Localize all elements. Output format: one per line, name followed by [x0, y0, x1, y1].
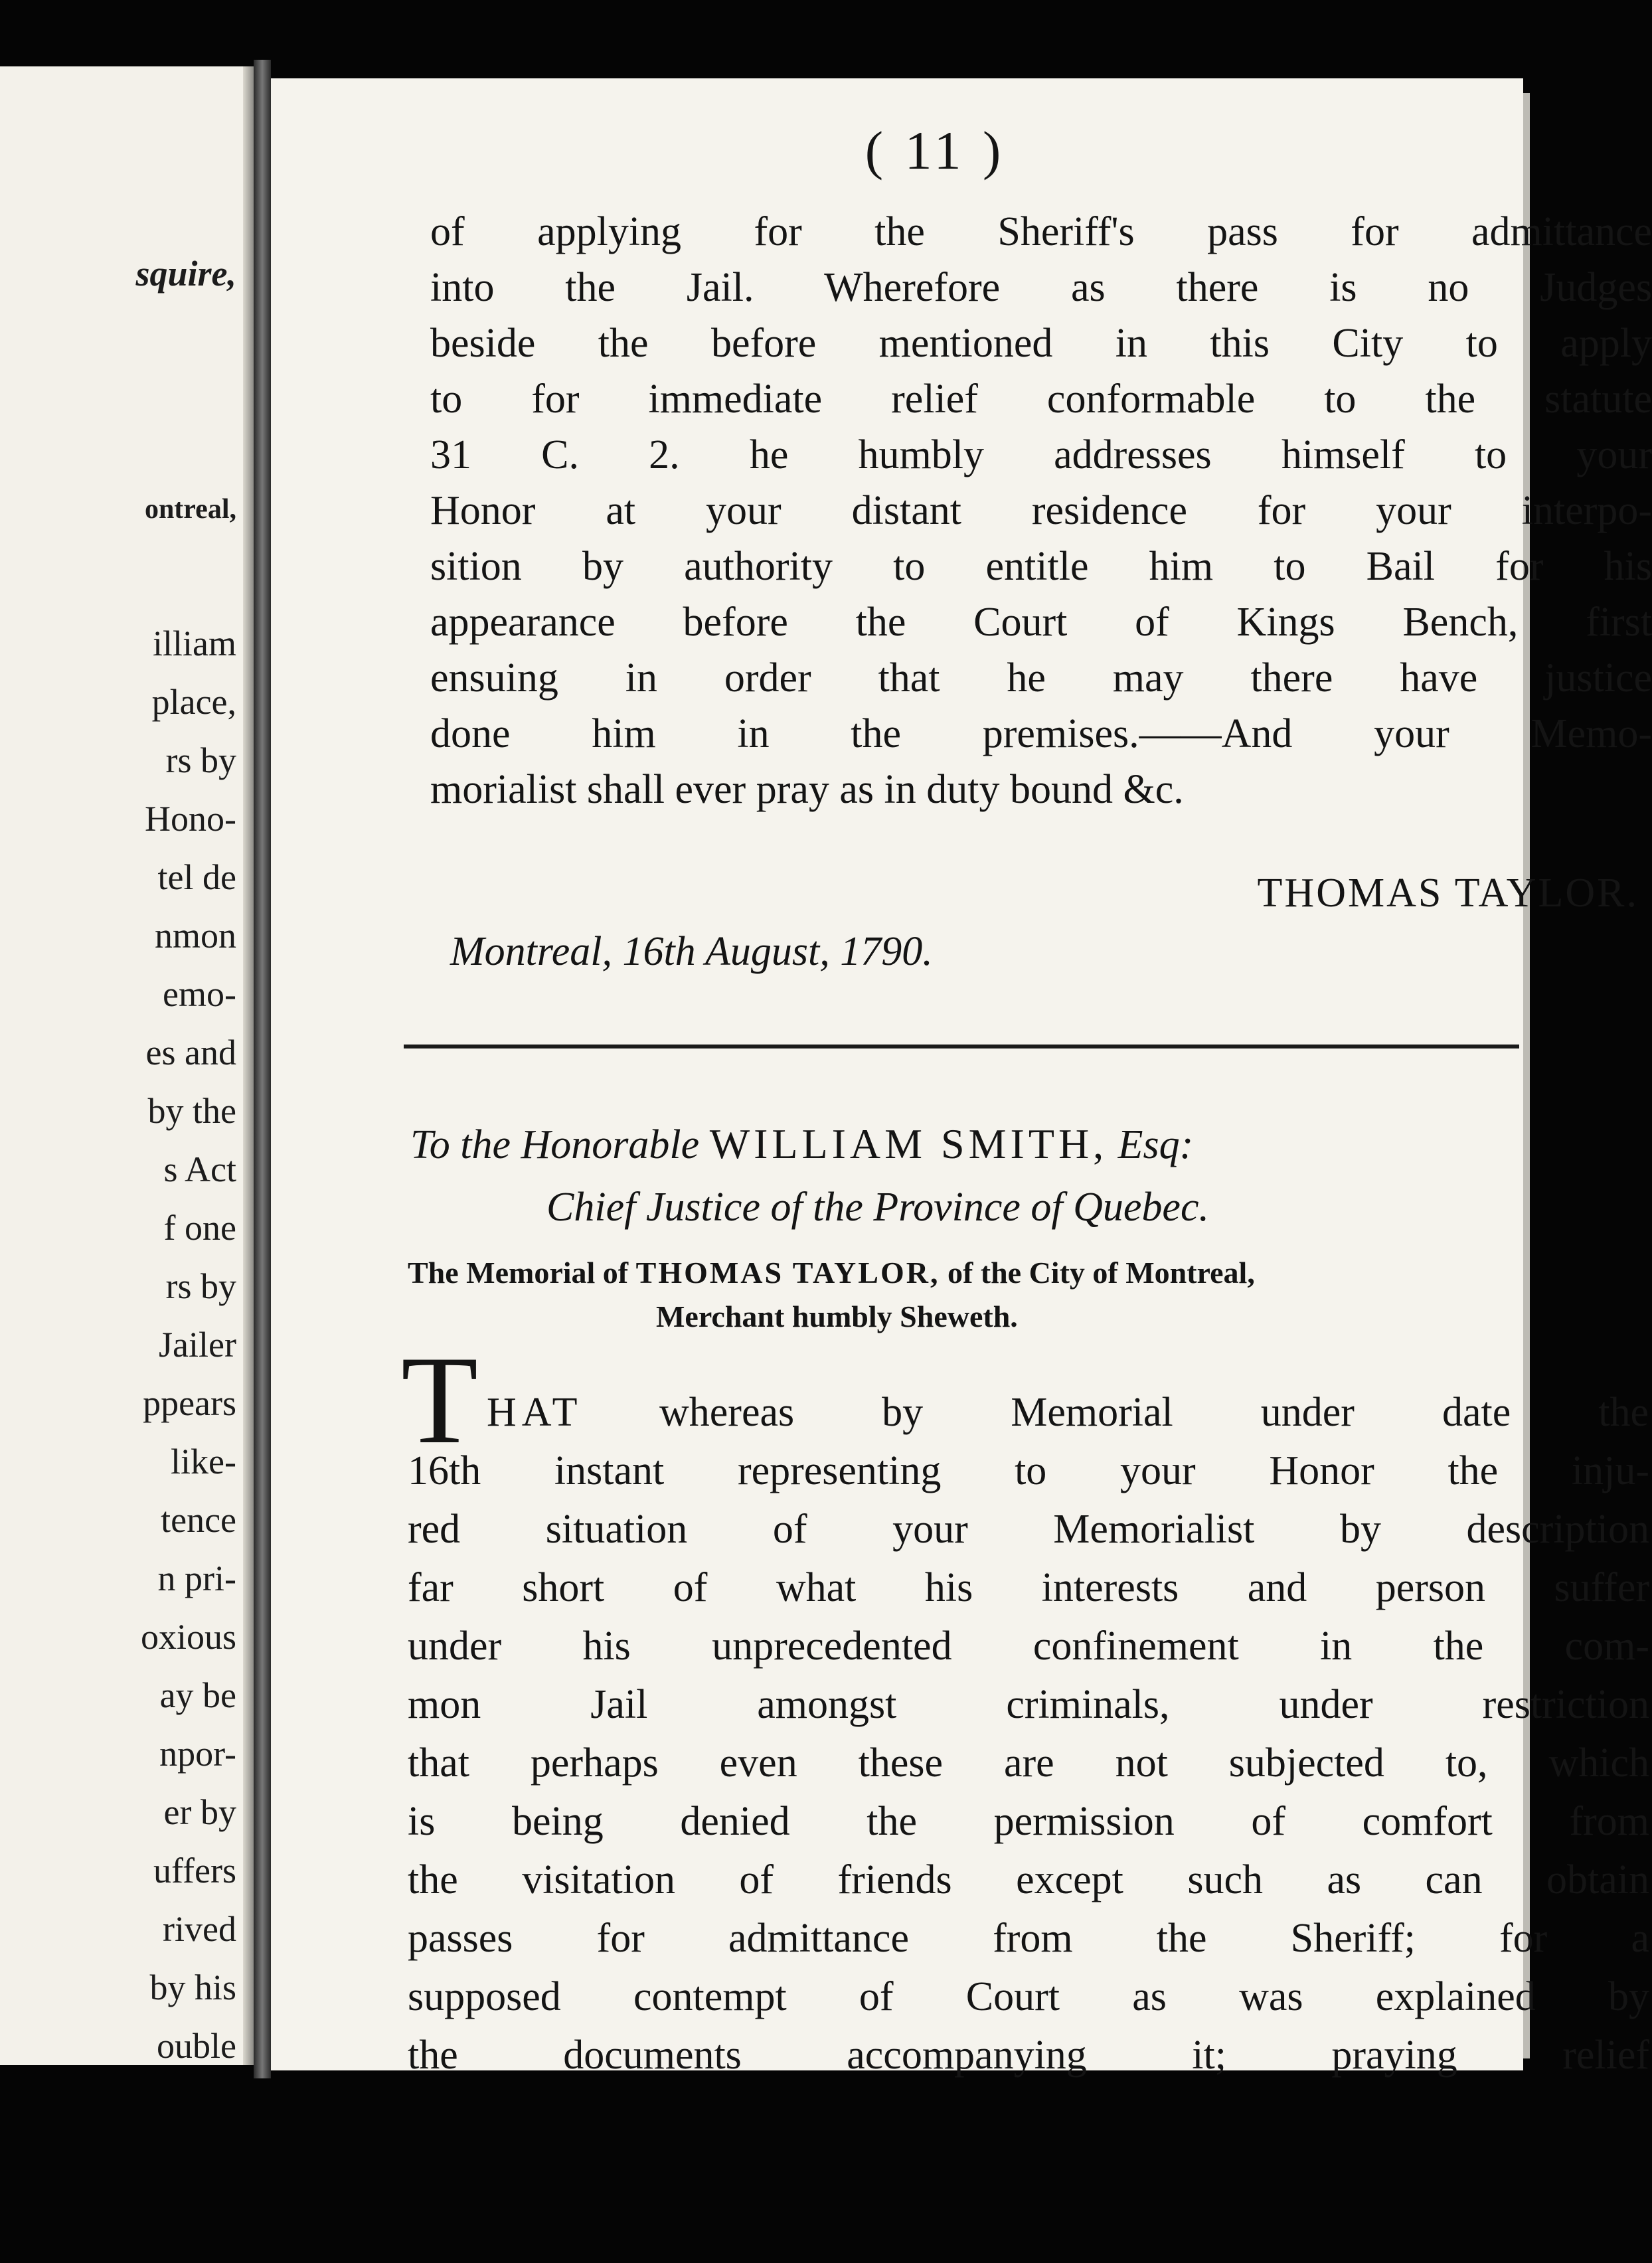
left-page-gutter [243, 66, 254, 2065]
left-fragment-line: emo- [163, 974, 236, 1014]
text-line: red situation of your Memorialist by description [408, 1507, 1649, 1552]
address-name: WILLIAM SMITH, [709, 1120, 1108, 1167]
left-fragment-line: tel de [157, 857, 236, 897]
address-line [410, 1120, 1193, 1169]
left-fragment-line: illiam [153, 624, 236, 663]
left-fragment-line: nmon [154, 916, 236, 956]
text-line: supposed contempt of Court as was explained by [408, 1974, 1649, 2019]
left-fragment-line: rived [163, 1909, 236, 1949]
page-number: ( 11 ) [865, 120, 1005, 181]
left-fragment-line: rs by [165, 1266, 236, 1306]
left-fragment-line: place, [151, 682, 236, 722]
text-line: under his unprecedented confinement in the com- [408, 1624, 1649, 1669]
first-word-caps: HAT [487, 1390, 583, 1435]
text-line: appearance before the Court of Kings Bench, first [430, 600, 1652, 645]
text-line: that perhaps even these are not subjected to, which [408, 1740, 1649, 1786]
section-divider [404, 1045, 1519, 1048]
text-line: ensuing in order that he may there have justice [430, 655, 1652, 701]
text-line: the visitation of friends except such as can obtain [408, 1857, 1649, 1902]
left-fragment-line: es and [145, 1033, 236, 1072]
address-suffix: Esq: [1117, 1122, 1194, 1167]
left-fragment-line: ouble [157, 2026, 236, 2066]
text-line: beside the before mentioned in this City to apply [430, 321, 1652, 366]
text-line: 16th instant representing to your Honor the inju- [408, 1448, 1649, 1493]
text-line: the documents accompanying it; praying relief [408, 2033, 1649, 2078]
left-fragment-line: like- [171, 1442, 236, 1481]
drop-cap: T [401, 1331, 479, 1470]
text-line: sition by authority to entitle him to Bail for his [430, 544, 1652, 589]
left-page-fragment [0, 66, 254, 2065]
first-word-rest [487, 1392, 583, 1433]
left-fragment-line: by the [147, 1091, 236, 1131]
left-fragment-line: oxious [140, 1617, 236, 1657]
text-line: 31 C. 2. he humbly addresses himself to your [430, 432, 1652, 477]
left-fragment-line: ppears [143, 1383, 236, 1423]
left-fragment-line: squire, [135, 254, 236, 293]
left-fragment-line: ay be [159, 1675, 236, 1715]
left-fragment-line: ontreal, [144, 494, 236, 525]
memorial-heading-rest: of the City of Montreal, [947, 1256, 1255, 1290]
text-line: done him in the premises.——And your Memo- [430, 711, 1652, 756]
text-line: mon Jail amongst criminals, under restriction [408, 1682, 1649, 1727]
memorial-heading-name: THOMAS TAYLOR, [635, 1256, 940, 1290]
memorial-heading-line2: Merchant humbly Sheweth. [656, 1299, 1018, 1333]
left-fragment-line: Hono- [145, 799, 236, 839]
left-fragment-line: s Act [163, 1149, 236, 1189]
text-line: passes for admittance from the Sheriff; for a [408, 1916, 1649, 1961]
left-fragment-line: er by [163, 1792, 236, 1832]
address-prefix: To the Honorable [410, 1122, 700, 1167]
left-fragment-line: tence [161, 1500, 236, 1540]
text-line: morialist shall ever pray as in duty bound &c. [430, 767, 1184, 812]
dateline: Montreal, 16th August, 1790. [450, 929, 933, 974]
text-line: Honor at your distant residence for your interpo- [430, 488, 1652, 533]
text-line: into the Jail. Wherefore as there is no Judges [430, 265, 1652, 310]
right-page [271, 78, 1652, 2078]
left-fragment-line: rs by [165, 740, 236, 780]
text-line: is being denied the permission of comfort from [408, 1799, 1649, 1844]
left-fragment-line: n pri- [157, 1558, 236, 1598]
signature: THOMAS TAYLOR. [1257, 871, 1639, 916]
text-line: whereas by Memorial under date the [659, 1390, 1649, 1435]
text-line: far short of what his interests and person suffer [408, 1565, 1649, 1610]
left-fragment-line: by his [149, 1968, 236, 2007]
left-fragment-line: Jailer [159, 1325, 236, 1365]
left-fragment-line: f one [163, 1208, 236, 1248]
left-fragment-line: npor- [159, 1734, 236, 1774]
memorial-heading [408, 1255, 1255, 1290]
text-line: of applying for the Sheriff's pass for admittance [430, 209, 1652, 254]
text-line: to for immediate relief conformable to the statute [430, 377, 1652, 422]
left-fragment-line: uffers [153, 1851, 236, 1890]
address-title: Chief Justice of the Province of Quebec. [546, 1185, 1209, 1230]
memorial-heading-start: The Memorial of [408, 1256, 629, 1290]
book-spine [254, 60, 271, 2078]
